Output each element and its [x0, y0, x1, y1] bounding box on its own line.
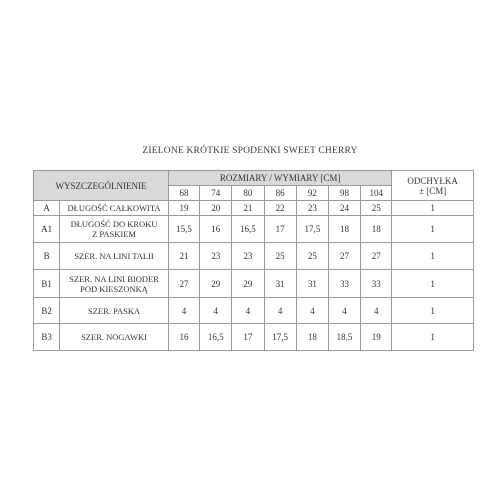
- cell-value: 25: [264, 243, 296, 270]
- size-header: 92: [296, 186, 328, 201]
- table-row: [34, 201, 474, 216]
- cell-deviation: 1: [392, 270, 474, 298]
- cell-value: 21: [168, 243, 199, 270]
- size-header: 74: [200, 186, 232, 201]
- cell-value: 24: [328, 201, 360, 216]
- size-header: 98: [328, 186, 360, 201]
- row-code: B2: [34, 298, 60, 324]
- header-deviation: [392, 171, 474, 201]
- cell-value: 16,5: [200, 324, 232, 351]
- cell-value: 18: [361, 216, 392, 243]
- table-row: [34, 298, 474, 324]
- cell-value: 27: [168, 270, 199, 298]
- cell-value: 16: [200, 216, 232, 243]
- size-table: [33, 170, 474, 351]
- cell-value: 31: [264, 270, 296, 298]
- header-spec: WYSZCZEGÓLNIENIE: [34, 171, 169, 201]
- page-title: ZIELONE KRÓTKIE SPODENKI SWEET CHERRY: [142, 146, 358, 156]
- size-header: 86: [264, 186, 296, 201]
- cell-value: 25: [361, 201, 392, 216]
- cell-value: 17,5: [264, 324, 296, 351]
- cell-deviation: 1: [392, 201, 474, 216]
- cell-deviation: 1: [392, 216, 474, 243]
- row-code: A: [34, 201, 60, 216]
- cell-value: 20: [200, 201, 232, 216]
- cell-value: 15,5: [168, 216, 199, 243]
- row-name: SZER. NA LINI TALII: [60, 243, 169, 270]
- cell-value: 17,5: [296, 216, 328, 243]
- cell-value: 19: [168, 201, 199, 216]
- row-code: B3: [34, 324, 60, 351]
- row-name: SZER. PASKA: [60, 298, 169, 324]
- row-code: B1: [34, 270, 60, 298]
- cell-deviation: 1: [392, 324, 474, 351]
- cell-value: 4: [232, 298, 264, 324]
- row-name: DŁUGOŚĆ DO KROKU Z PASKIEM: [60, 216, 169, 243]
- cell-value: 27: [328, 243, 360, 270]
- table-row: [34, 243, 474, 270]
- cell-value: 4: [200, 298, 232, 324]
- cell-value: 4: [296, 298, 328, 324]
- row-code: B: [34, 243, 60, 270]
- table-row: [34, 324, 474, 351]
- cell-value: 4: [328, 298, 360, 324]
- cell-value: 33: [361, 270, 392, 298]
- cell-value: 17: [232, 324, 264, 351]
- cell-value: 23: [200, 243, 232, 270]
- cell-value: 23: [232, 243, 264, 270]
- cell-value: 16,5: [232, 216, 264, 243]
- cell-value: 27: [361, 243, 392, 270]
- table-row: [34, 216, 474, 243]
- cell-deviation: 1: [392, 243, 474, 270]
- size-header: 104: [361, 186, 392, 201]
- row-name: DŁUGOŚĆ CAŁKOWITA: [60, 201, 169, 216]
- cell-value: 29: [232, 270, 264, 298]
- cell-value: 21: [232, 201, 264, 216]
- cell-value: 4: [168, 298, 199, 324]
- header-deviation-line2: ± [CM]: [419, 185, 447, 196]
- row-name: SZER. NOGAWKI: [60, 324, 169, 351]
- size-header: 80: [232, 186, 264, 201]
- header-deviation-line1: ODCHYŁKA: [407, 175, 458, 186]
- cell-value: 19: [361, 324, 392, 351]
- size-header: 68: [168, 186, 199, 201]
- cell-value: 18: [296, 324, 328, 351]
- cell-value: 29: [200, 270, 232, 298]
- header-sizes: ROZMIARY / WYMIARY [CM]: [168, 171, 391, 186]
- cell-deviation: 1: [392, 298, 474, 324]
- row-name: SZER. NA LINI BIODER POD KIESZONKĄ: [60, 270, 169, 298]
- cell-value: 4: [264, 298, 296, 324]
- row-code: A1: [34, 216, 60, 243]
- cell-value: 25: [296, 243, 328, 270]
- cell-value: 22: [264, 201, 296, 216]
- cell-value: 16: [168, 324, 199, 351]
- table-row: [34, 270, 474, 298]
- cell-value: 18: [328, 216, 360, 243]
- cell-value: 31: [296, 270, 328, 298]
- cell-value: 33: [328, 270, 360, 298]
- cell-value: 18,5: [328, 324, 360, 351]
- cell-value: 4: [361, 298, 392, 324]
- cell-value: 17: [264, 216, 296, 243]
- cell-value: 23: [296, 201, 328, 216]
